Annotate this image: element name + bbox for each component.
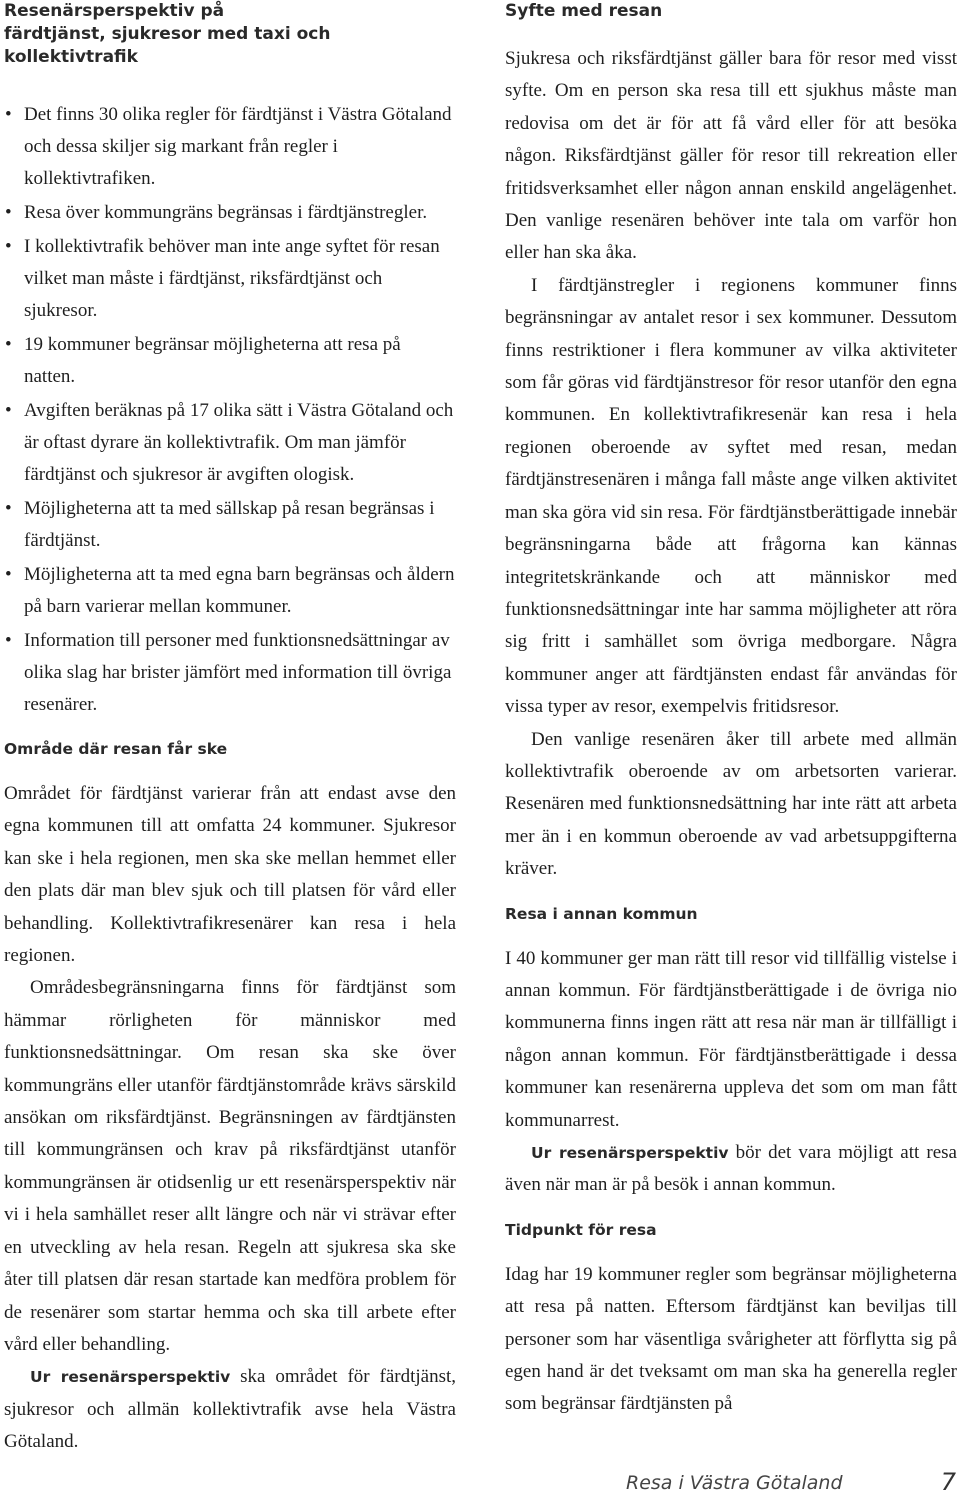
page-number: 7 [940,1468,956,1496]
bullet-icon: • [5,104,12,125]
paragraph-omrade-1: Området för färdtjänst varierar från att endast avse den egna kommunen till att omfatta 24 kommuner. Sjukresor kan ske i hela regionen, men ska ske mellan hemmet eller den plats där man blev sjuk och till platsen för vård eller behandling. Kollektivtrafikresenärer kan resa i hela regionen. [4,783,456,967]
section-heading-omrade: Område där resan får ske [4,740,228,758]
list-item: • 19 kommuner begränsar möjligheterna att resa på natten. [4,329,456,393]
list-item: • Resa över kommungräns begränsas i färdtjänstregler. [4,197,456,229]
list-item: • Information till personer med funktionsnedsättningar av olika slag har brister jämfört med information till övriga resenärer. [4,625,456,721]
emphasis-resenarsperspektiv-2: Ur resenärsperspektiv [531,1144,729,1162]
list-item: • Det finns 30 olika regler för färdtjänst i Västra Götaland och dessa skiljer sig markant från regler i kollektivtrafiken. [4,99,456,195]
bullet-icon: • [5,334,12,355]
paragraph-syfte-3: Den vanlige resenären åker till arbete med allmän kollektivtrafik oberoende av om arbetsorten varierar. Resenären med funktionsnedsättning har inte rätt att arbeta mer än i en kommun oberoende av vad arbetsuppgifterna kräver. [505,728,957,880]
section-heading-syfte: Syfte med resan [505,1,663,21]
paragraph-omrade-3 [4,1361,456,1458]
paragraph-annan-kommun-2-text: bör det vara möjligt att resa även när man är på besök i annan kommun. [505,1142,957,1196]
paragraph-syfte-1: Sjukresa och riksfärdtjänst gäller bara för resor med visst syfte. Om en person ska resa till ett sjukhus måste man redovisa om det är för att få vård eller för att besöka någon. Riksfärdtjänst gäller för resor till rekreation eller fritidsverksamhet eller någon annan enskild angelägenhet. Den vanlige resenären behöver inte tala om varför hon eller han ska åka. [505,48,957,264]
right-column [505,0,957,1421]
bullet-icon: • [5,630,12,651]
list-item: • Möjligheterna att ta med sällskap på resan begränsas i färdtjänst. [4,493,456,557]
summary-bullet-list [4,99,456,721]
paragraph-annan-kommun-2 [505,1137,957,1202]
bullet-icon: • [5,400,12,421]
section-heading-tidpunkt: Tidpunkt för resa [505,1220,657,1239]
footer-publication-title: Resa i Västra Götaland [626,1472,843,1494]
paragraph-tidpunkt-1: Idag har 19 kommuner regler som begränsar möjligheterna att resa på natten. Eftersom färdtjänst kan beviljas till personer som har väsentliga svårigheter att förflytta sig på egen hand är det tveksamt om man ska ha generella regler som begränsar färdtjänsten på [505,1263,957,1415]
list-item: • Möjligheterna att ta med egna barn begränsas och åldern på barn varierar mellan kommuner. [4,559,456,623]
paragraph-omrade-2: Områdesbegränsningarna finns för färdtjänst som hämmar rörligheten för människor med funktionsnedsättningar. Om resan ska ske över kommungräns eller utanför färdtjänstområde krävs särskild ansökan om riksfärdtjänst. Begränsningen av färdtjänsten till kommungränsen och krav på riksfärdtjänst utanför kommungränsen är otidsenlig ur ett resenärsperspektiv när vi i hela samhället reser allt längre och när vi strävar efter en utveckling av hela resan. Regeln att sjukresa ska ske åter till platsen där resan startade kan medföra problem för de resenärer som startar hemma och ska till arbete efter vård eller behandling. [4,977,456,1355]
heading-line-2: färdtjänst, sjukresor med taxi och kollektivtrafik [4,24,331,67]
section-heading-resenarsperspektiv [4,0,456,69]
heading-line-1: Resenärsperspektiv på [4,1,225,21]
page-footer [626,1468,960,1498]
bullet-icon: • [5,236,12,257]
paragraph-syfte-2: I färdtjänstregler i regionens kommuner finns begränsningar av antalet resor i sex kommuner. Dessutom finns restriktioner i flera kommuner av vilka aktiviteter som får göras vid färdtjänstresor för resor utanför den egna kommunen. En kollektivtrafikresenär kan resa i hela regionen oberoende av syftet med resan, medan färdtjänstresenären i många fall måste ange vilken aktivitet man ska göra vid sin resa. För färdtjänstberättigade innebär begränsningarna både att frågorna kan kännas integritetskränkande och att människor med funktionsnedsättningar inte har samma möjligheter att röra sig fritt i samhället som övriga medborgare. Några kommuner anger att färdtjänsten endast får användas för vissa typer av resor, exempelvis fritidsresor. [505,274,957,718]
bullet-icon: • [5,498,12,519]
emphasis-resenarsperspektiv: Ur resenärsperspektiv [30,1368,231,1387]
left-column [4,0,456,1459]
list-item: • Avgiften beräknas på 17 olika sätt i Västra Götaland och är oftast dyrare än kollektivtrafik. Om man jämför färdtjänst och sjukresor är avgiften ologisk. [4,395,456,491]
bullet-icon: • [5,564,12,585]
paragraph-omrade-3-text: ska området för färdtjänst, sjukresor och allmän kollektivtrafik avse hela Västra Götaland. [4,1366,457,1453]
bullet-icon: • [5,202,12,223]
section-heading-annan-kommun: Resa i annan kommun [505,904,698,923]
paragraph-annan-kommun-1: I 40 kommuner ger man rätt till resor vid tillfällig vistelse i annan kommun. För färdtjänstberättigade i de övriga nio kommunerna finns ingen rätt att resa när man är tillfälligt i någon annan kommun. För färdtjänstberättigade i dessa kommuner kan resenärerna uppleva det som om man fått kommunarrest. [505,947,957,1131]
list-item: • I kollektivtrafik behöver man inte ange syftet för resan vilket man måste i färdtjänst, riksfärdtjänst och sjukresor. [4,231,456,327]
